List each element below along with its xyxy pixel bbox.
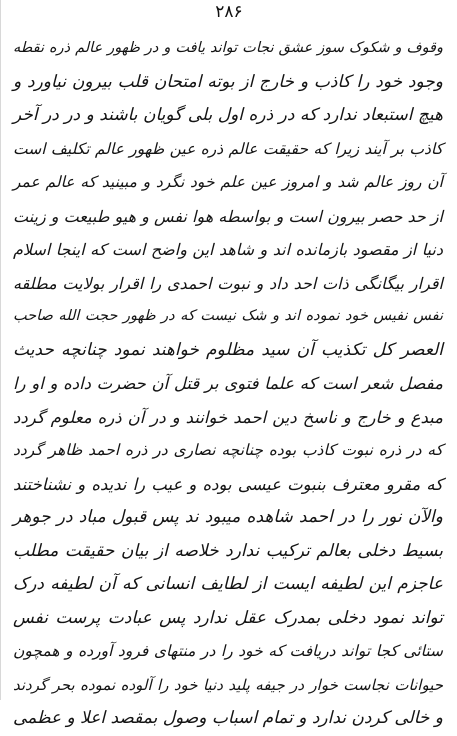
text-line: حیوانات نجاست خوار در جیفه پلید دنیا خود را آلوده نموده بحر گردند	[13, 675, 443, 694]
text-line: نفس نفیس خود نموده اند و شک نیست که در ظهور حجت الله صاحب	[13, 308, 443, 324]
text-line: از حد حصر بیرون است و بواسطه هوا نفس و هیو طبیعت و زینت	[13, 206, 444, 226]
text-line: ستائی کجا تواند دریافت که خود را در منتهای فرود آورده و همچون	[13, 642, 443, 660]
text-line: آن روز عالم شد و امروز عین علم خود نگرد و مبینید که عالم عمر	[13, 173, 443, 191]
page-number: ۲۸۶	[215, 2, 243, 22]
text-line: عاجزم این لطیفه ایست از لطایف انسانی که آن لطیفه درک	[13, 574, 443, 594]
text-line: وقوف و شکوک سوز عشق نجات تواند یافت و در ظهور عالم ذره نقطه	[13, 40, 443, 56]
text-line: وجود خود را کاذب و خارج از بوته امتحان قلب بیرون نیاورد و	[13, 71, 443, 92]
text-line: که مقرو معترف بنبوت عیسی بوده و عیب را ندیده و نشناختند	[13, 474, 443, 494]
text-line: هیچ استبعاد ندارد که در ذره اول بلی گویان باشند و در در آخر	[13, 105, 443, 125]
text-line: اقرار بیگانگی ذات احد داد و نبوت احمدی را اقرار بولایت مطلقه	[13, 273, 444, 293]
text-line: مفصل شعر است که علما فتوی بر قتل آن حضرت داده و او را	[13, 374, 443, 393]
text-line: مبدع و خارج و ناسخ دین احمد خوانند و در آن ذره معلوم گردد	[13, 407, 443, 427]
text-line: کاذب بر آیند زیرا که حقیقت عالم ذره عین ظهور عالم تکلیف است	[13, 139, 443, 158]
text-line: العصر کل تکذیب آن سید مظلوم خواهند نمود چنانچه حدیث	[13, 339, 443, 360]
text-line: بسیط دخلی بعالم ترکیب ندارد خلاصه از بیان حقیقت مطلب	[13, 540, 443, 561]
text-line: که در ذره نبوت کاذب بوده چنانچه نصاری در ذره احمد ظاهر گردد	[13, 441, 443, 459]
text-line: تواند نمود دخلی بمدرک عقل ندارد پس عبادت پرست نفس	[13, 607, 443, 628]
text-line: دنیا از مقصود بازمانده اند و شاهد این واضح است که اینجا اسلام	[13, 240, 443, 259]
text-line: والآن نور را در احمد شاهده میبود ند پس قبول مباد در جوهر	[13, 507, 443, 527]
text-block	[13, 32, 443, 736]
text-line: و خالی کردن ندارد و تمام اسباب وصول بمقصد اعلا و عظمی	[12, 708, 443, 728]
